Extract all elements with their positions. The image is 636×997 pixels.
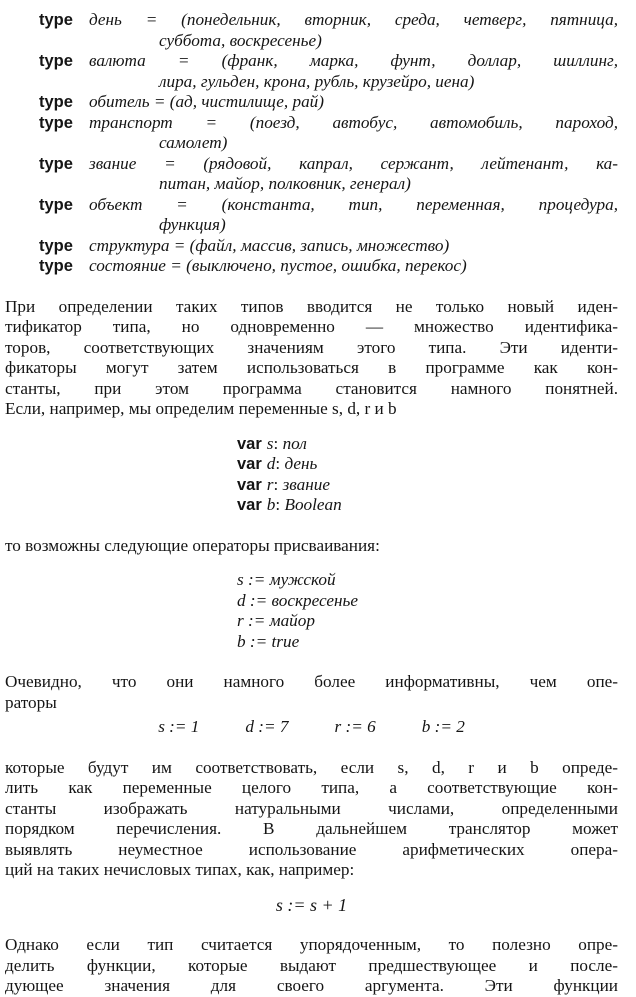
text-line: то возможны следующие операторы присваивания: bbox=[5, 535, 380, 555]
declaration-line: обитель = (ад, чистилище, рай) bbox=[89, 92, 324, 111]
type-declaration bbox=[5, 51, 618, 92]
declaration-line: состояние = (выключено, пустое, ошибка, перекос) bbox=[89, 256, 467, 275]
formula: s := s + 1 bbox=[275, 894, 348, 915]
keyword-var: var bbox=[237, 434, 262, 453]
integer-assignment: d := 7 bbox=[245, 717, 289, 736]
declaration-line: валюта = (франк, марка, фунт, доллар, шиллинг, bbox=[89, 51, 618, 70]
text-line: дующее значения для своего аргумента. Эти функции bbox=[5, 976, 618, 995]
paragraph bbox=[5, 672, 618, 713]
var-name: r bbox=[266, 474, 274, 494]
declaration-line: самолет) bbox=[159, 133, 228, 152]
assignment-statement: r := майор bbox=[237, 611, 315, 630]
declaration-body bbox=[89, 10, 618, 51]
var-name: b bbox=[266, 495, 276, 514]
keyword-type: type bbox=[39, 11, 73, 29]
type-declaration bbox=[5, 113, 618, 154]
text-line: станты, при этом программа становится намного понятней. bbox=[5, 378, 618, 398]
keyword-type: type bbox=[39, 113, 73, 132]
var-declaration: var d: день bbox=[237, 454, 318, 473]
paragraph bbox=[5, 935, 618, 997]
keyword-type: type bbox=[39, 195, 73, 214]
declaration-line: структура = (файл, массив, запись, множество) bbox=[89, 235, 450, 255]
declaration-line: день = (понедельник, вторник, среда, четверг, пятница, bbox=[89, 10, 618, 29]
declaration-line: лира, гульден, крона, рубль, крузейро, иена) bbox=[159, 71, 475, 91]
text-line: которые будут им соответствовать, если s, d, r и b опреде- bbox=[5, 757, 618, 777]
keyword-type: type bbox=[39, 93, 73, 111]
text-line: лить как переменные целого типа, а соответствующие кон- bbox=[5, 778, 618, 797]
paragraph bbox=[5, 297, 618, 420]
declaration-body bbox=[89, 92, 618, 113]
variable-declarations bbox=[5, 434, 618, 516]
text-line: торов, соответствующих значениям этого типа. Эти иденти- bbox=[5, 337, 618, 357]
type-declaration bbox=[5, 195, 618, 236]
keyword-var: var bbox=[237, 496, 262, 514]
declaration-line: питан, майор, полковник, генерал) bbox=[159, 174, 411, 193]
integer-assignment: s := 1 bbox=[158, 717, 200, 736]
declaration-line: транспорт = (поезд, автобус, автомобиль, пароход, bbox=[89, 112, 618, 132]
var-declaration: var b: Boolean bbox=[237, 495, 342, 514]
declaration-line: функция) bbox=[159, 215, 226, 234]
type-declaration bbox=[5, 92, 618, 113]
var-name: s bbox=[266, 433, 274, 453]
declaration-body bbox=[89, 154, 618, 195]
text-line: делить функции, которые выдают предшествующее и после- bbox=[5, 955, 618, 975]
keyword-var: var bbox=[237, 475, 262, 494]
text-line: порядком перечисления. В дальнейшем транслятор может bbox=[5, 819, 618, 838]
keyword-type: type bbox=[39, 236, 73, 255]
paragraph bbox=[5, 536, 618, 557]
declaration-body bbox=[89, 195, 618, 236]
integer-assignment: b := 2 bbox=[421, 717, 465, 736]
keyword-var: var bbox=[237, 455, 262, 473]
type-declaration bbox=[5, 256, 618, 277]
paragraph bbox=[5, 758, 618, 881]
keyword-type: type bbox=[39, 154, 73, 173]
var-type: день bbox=[284, 454, 318, 473]
declaration-body bbox=[89, 256, 618, 277]
var-type: пол bbox=[282, 433, 307, 453]
declaration-body bbox=[89, 51, 618, 92]
type-declaration bbox=[5, 10, 618, 51]
integer-assignment: r := 6 bbox=[334, 717, 376, 736]
declaration-line: звание = (рядовой, капрал, сержант, лейтенант, ка- bbox=[89, 153, 618, 173]
keyword-type: type bbox=[39, 257, 73, 275]
assignment-statements bbox=[5, 570, 618, 652]
text-line: ций на таких нечисловых типах, как, например: bbox=[5, 860, 355, 879]
text-line: фикаторы могут затем использоваться в программе как кон- bbox=[5, 358, 618, 377]
text-line: раторы bbox=[5, 692, 57, 712]
type-declarations bbox=[5, 10, 618, 277]
integer-assignments bbox=[5, 717, 618, 738]
text-line: Если, например, мы определим переменные s, d, r и b bbox=[5, 399, 397, 418]
var-declaration: var r: звание bbox=[237, 474, 330, 494]
assignment-statement: s := мужской bbox=[237, 570, 336, 589]
declaration-line: объект = (константа, тип, переменная, процедура, bbox=[89, 194, 618, 214]
var-name: d bbox=[266, 454, 276, 473]
assignment-statement: b := true bbox=[237, 631, 300, 651]
text-line: Очевидно, что они намного более информативны, чем опе- bbox=[5, 672, 618, 691]
text-line: При определении таких типов вводится не только новый иден- bbox=[5, 296, 618, 316]
text-line: тификатор типа, но одновременно — множество идентифика- bbox=[5, 317, 618, 336]
text-line: выявлять неуместное использование арифметических опера- bbox=[5, 839, 618, 859]
keyword-type: type bbox=[39, 52, 73, 70]
var-type: звание bbox=[282, 474, 330, 494]
type-declaration bbox=[5, 154, 618, 195]
text-line: станты изображать натуральными числами, определенными bbox=[5, 798, 618, 818]
var-declaration: var s: пол bbox=[237, 433, 307, 453]
var-type: Boolean bbox=[284, 495, 342, 514]
declaration-body bbox=[89, 113, 618, 154]
type-declaration bbox=[5, 236, 618, 257]
assignment-statement: d := воскресенье bbox=[237, 590, 359, 610]
text-line: Однако если тип считается упорядоченным, то полезно опре- bbox=[5, 935, 618, 954]
declaration-line: суббота, воскресенье) bbox=[159, 30, 322, 50]
declaration-body bbox=[89, 236, 618, 257]
